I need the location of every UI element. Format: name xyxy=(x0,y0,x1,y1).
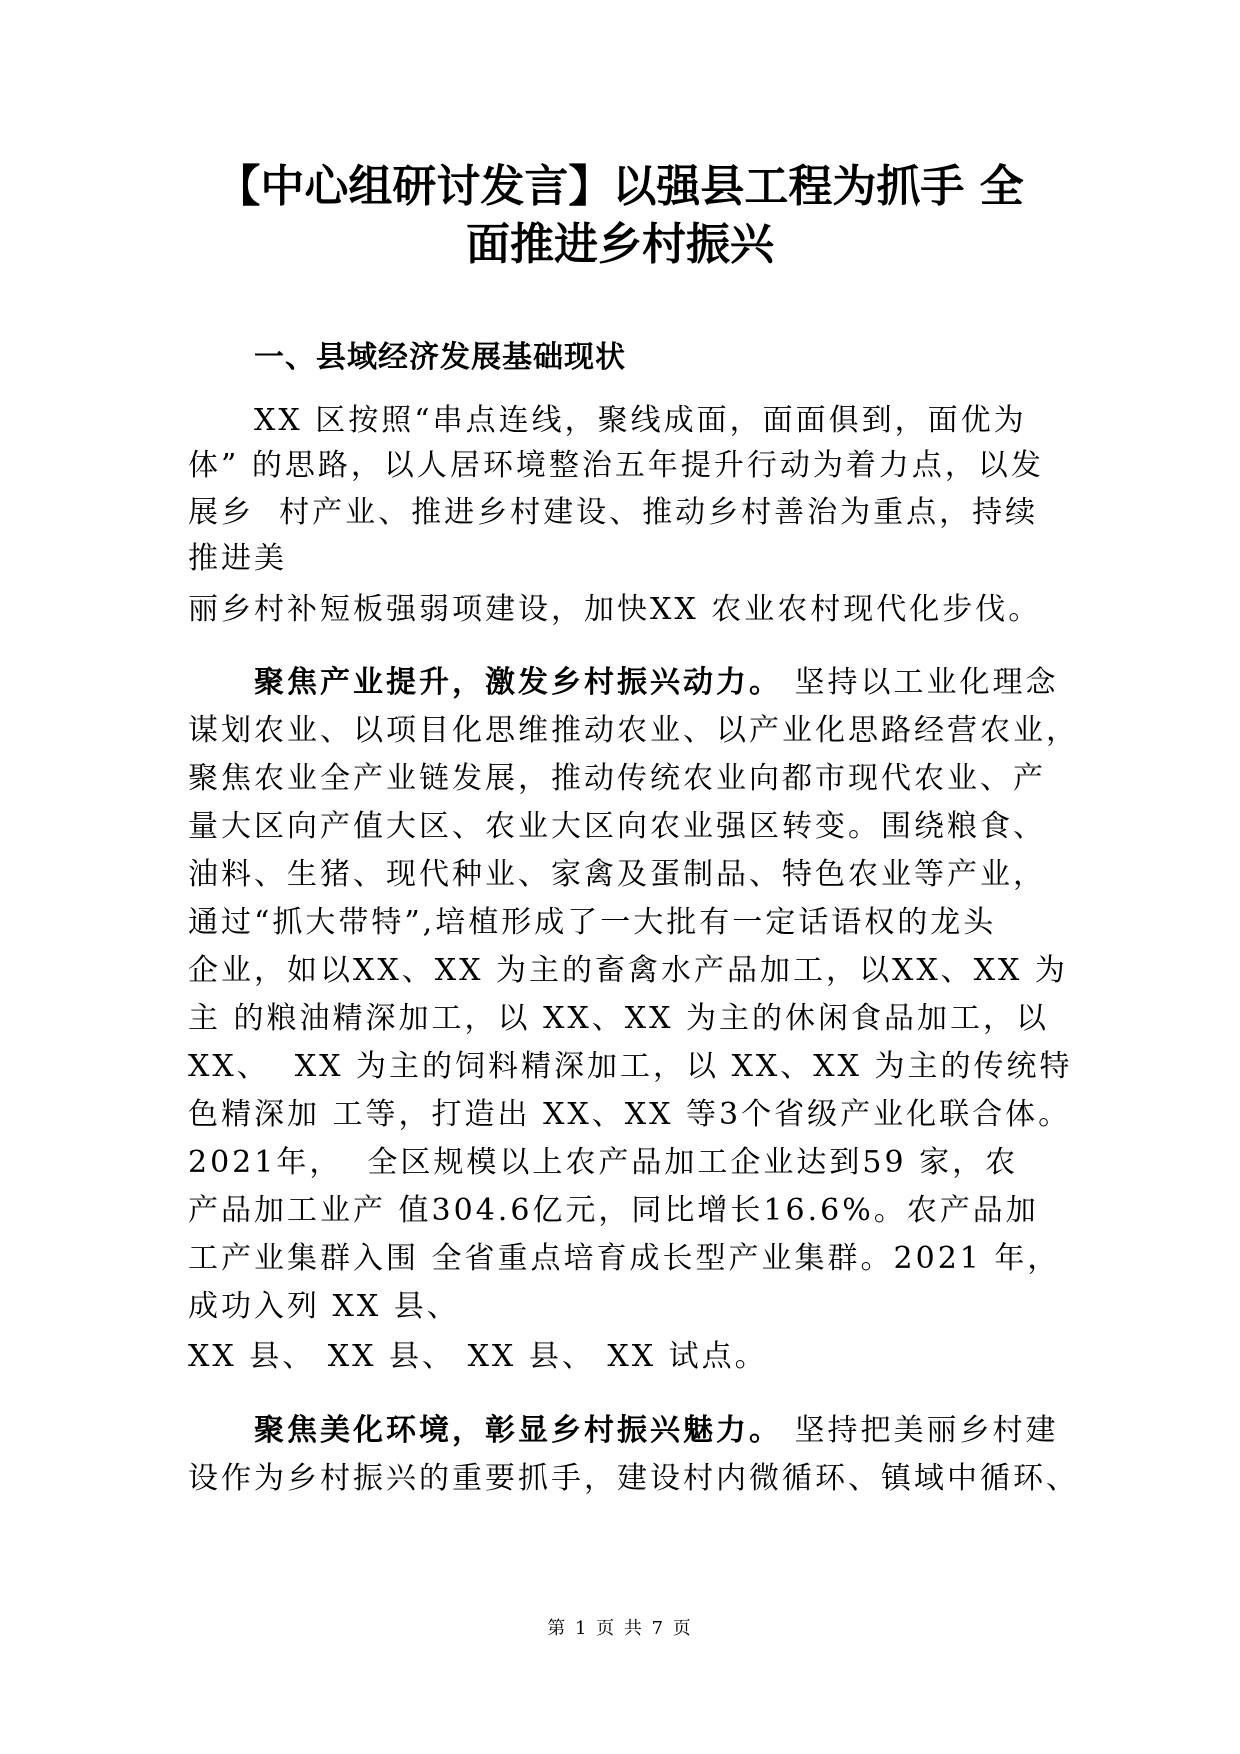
text-line: 谋划农业、以项目化思维推动农业、以产业化思路经营农业， xyxy=(188,713,1079,748)
text-line: 推进美 xyxy=(188,541,287,576)
section-heading: 一、县域经济发展基础现状 xyxy=(254,340,626,375)
text-line: 聚焦农业全产业链发展，推动传统农业向都市现代农业、产 xyxy=(188,761,1046,796)
text-line: 色精深加 工等，打造出 XX、XX 等3个省级产业化联合体。 xyxy=(188,1097,1072,1132)
text-line: 设作为乡村振兴的重要抓手，建设村内微循环、镇域中循环、 xyxy=(188,1461,1079,1496)
text-line: 量大区向产值大区、农业大区向农业强区转变。围绕粮食、 xyxy=(188,809,1046,844)
text-line: 主 的粮油精深加工，以 XX、XX 为主的休闲食品加工，以 xyxy=(188,1001,1050,1036)
text-line: 企业，如以XX、XX 为主的畜禽水产品加工，以XX、XX 为 xyxy=(188,953,1068,988)
paragraph-lead: 聚焦美化环境，彰显乡村振兴魅力。 xyxy=(254,1413,782,1448)
text-line: 丽乡村补短板强弱项建设，加快XX 农业农村现代化步伐。 xyxy=(188,592,1042,627)
text-line: 体” 的思路，以人居环境整治五年提升行动为着力点，以发 xyxy=(188,448,1044,483)
document-title-line-2: 面推进乡村振兴 xyxy=(466,219,774,270)
text-line xyxy=(254,1411,1059,1451)
text-line: 2021年， 全区规模以上农产品加工企业达到59 家，农 xyxy=(188,1145,1019,1180)
text-line: 产品加工业产 值304.6亿元，同比增长16.6%。农产品加 xyxy=(188,1193,1039,1228)
page-number: 第 1 页 共 7 页 xyxy=(547,1618,693,1639)
text-line: XX、 XX 为主的饲料精深加工，以 XX、XX 为主的传统特 xyxy=(188,1049,1073,1084)
paragraph-text: 坚持以工业化理念 xyxy=(782,665,1059,700)
text-line: 油料、生猪、现代种业、家禽及蛋制品、特色农业等产业， xyxy=(188,857,1046,892)
text-line: 通过“抓大带特”,培植形成了一大批有一定话语权的龙头 xyxy=(188,905,997,940)
text-line: 成功入列 XX 县、 xyxy=(188,1289,460,1324)
document-title xyxy=(150,158,1090,274)
text-line xyxy=(254,663,1059,703)
text-line: XX 县、 XX 县、 XX 县、 XX 试点。 xyxy=(188,1339,768,1374)
paragraph-lead: 聚焦产业提升，激发乡村振兴动力。 xyxy=(254,665,782,700)
text-line: XX 区按照“串点连线，聚线成面，面面俱到，面优为 xyxy=(254,403,1027,438)
text-line: 工产业集群入围 全省重点培育成长型产业集群。2021 年， xyxy=(188,1241,1061,1276)
document-title-line-1: 【中心组研讨发言】以强县工程为抓手 全 xyxy=(216,161,1024,212)
text-line: 展乡 村产业、推进乡村建设、推动乡村善治为重点，持续 xyxy=(188,495,1039,530)
paragraph-text: 坚持把美丽乡村建 xyxy=(782,1413,1059,1448)
